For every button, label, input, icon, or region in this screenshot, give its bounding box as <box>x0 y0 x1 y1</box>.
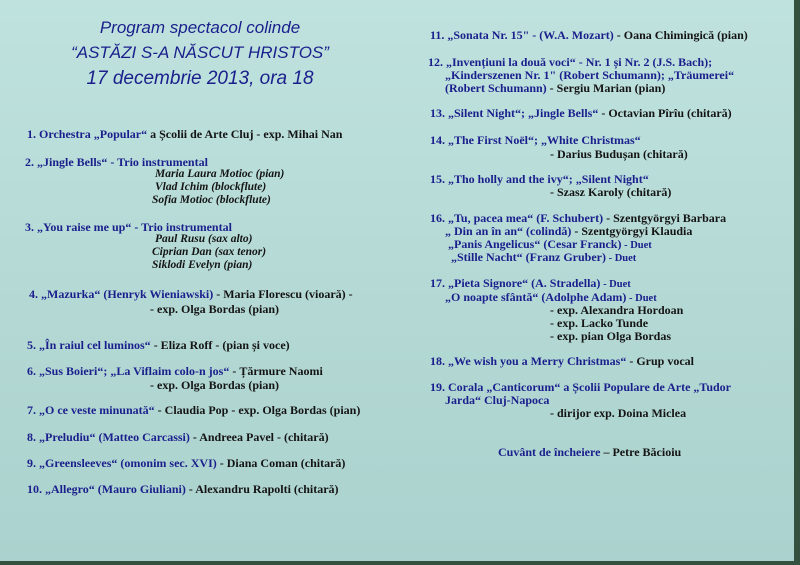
performer: - exp. pian Olga Bordas <box>550 329 672 343</box>
item-number: 4. <box>29 287 38 301</box>
item-number: 10. <box>27 482 42 496</box>
program-item-2: 2. „Jingle Bells“ - Trio instrumental <box>25 155 208 169</box>
performer: - Szasz Karoly (chitară) <box>550 185 672 199</box>
item-number: 18. <box>430 354 445 368</box>
performer: - Darius Budușan (chitară) <box>550 147 688 161</box>
item-16-line-3: „Panis Angelicus“ (Cesar Franck) - Duet <box>448 237 652 251</box>
program-item-15: 15. „Tho holly and the ivy“; „Silent Night“ <box>430 172 649 186</box>
item-number: 5. <box>27 338 36 352</box>
program-item-14: 14. „The First Noël“; „White Christmas“ <box>430 133 641 147</box>
item-number: 17. <box>430 276 445 290</box>
program-item-8: 8. „Preludiu“ (Matteo Carcassi) - Andreea Pavel - (chitară) <box>27 430 329 444</box>
item-number: 8. <box>27 430 36 444</box>
program-item-6: 6. „Sus Boieri“; „La Viflaim colo-n jos“ - Țărmure Naomi <box>27 364 323 378</box>
program-item-3: 3. „You raise me up“ - Trio instrumental <box>25 220 232 234</box>
item-number: 19. <box>430 380 445 394</box>
program-item-19: 19. Corala „Canticorum“ a Școlii Populare de Arte „Tudor <box>430 380 731 394</box>
item-number: 1. <box>27 127 36 141</box>
item-number: 6. <box>27 364 36 378</box>
show-date: 17 decembrie 2013, ora 18 <box>86 68 314 89</box>
item-number: 13. <box>430 106 445 120</box>
closing-remarks: Cuvânt de încheiere – Petre Băcioiu <box>498 445 682 459</box>
program-item-7: 7. „O ce veste minunată“ - Claudia Pop - exp. Olga Bordas (pian) <box>27 403 361 417</box>
program-item-1: 1. Orchestra „Popular“ a Școlii de Arte Cluj - exp. Mihai Nan <box>27 127 343 141</box>
item-19-line-2: Jarda“ Cluj-Napoca <box>445 393 550 407</box>
performer: Maria Laura Motioc (pian) <box>155 168 285 180</box>
performer: - exp. Olga Bordas (pian) <box>150 378 280 392</box>
item-number: 15. <box>430 172 445 186</box>
item-number: 12. <box>428 55 443 69</box>
performer: - exp. Alexandra Hordoan <box>550 303 684 317</box>
frame-right-border <box>794 0 800 565</box>
frame-bottom-border <box>0 561 800 565</box>
performer: - exp. Lacko Tunde <box>550 316 649 330</box>
item-number: 14. <box>430 133 445 147</box>
item-number: 9. <box>27 456 36 470</box>
item-17-line-2: „O noapte sfântă“ (Adolphe Adam) - Duet <box>445 290 657 304</box>
program-item-10: 10. „Allegro“ (Mauro Giuliani) - Alexandru Rapolti (chitară) <box>27 482 339 496</box>
performer: Vlad Ichim (blockflute) <box>155 181 267 193</box>
item-16-line-2: „ Din an în an“ (colindă) - Szentgyörgyi Klaudia <box>445 224 693 238</box>
program-item-11: 11. „Sonata Nr. 15" - (W.A. Mozart) - Oana Chimingică (pian) <box>430 28 748 42</box>
program-item-13: 13. „Silent Night“; „Jingle Bells“ - Octavian Pîrîu (chitară) <box>430 106 732 120</box>
item-16-line-4: „Stille Nacht“ (Franz Gruber) - Duet <box>451 250 637 264</box>
performer: - exp. Olga Bordas (pian) <box>150 302 280 316</box>
show-title: “ASTĂZI S-A NĂSCUT HRISTOS” <box>71 43 329 62</box>
item-12-line-2: „Kinderszenen Nr. 1" (Robert Schumann); „Träumerei“ <box>445 68 735 82</box>
program-item-18: 18. „We wish you a Merry Christmas“ - Grup vocal <box>430 354 694 368</box>
program-item-16: 16. „Tu, pacea mea“ (F. Schubert) - Szentgyörgyi Barbara <box>430 211 727 225</box>
program-item-9: 9. „Greensleeves“ (omonim sec. XVI) - Diana Coman (chitară) <box>27 456 346 470</box>
item-number: 16. <box>430 211 445 225</box>
performer: Sofia Motioc (blockflute) <box>152 194 271 206</box>
program-item-5: 5. „În raiul cel luminos“ - Eliza Roff - (pian și voce) <box>27 338 290 352</box>
item-number: 7. <box>27 403 36 417</box>
program-title: Program spectacol colinde <box>99 18 301 37</box>
performer: Paul Rusu (sax alto) <box>155 233 253 245</box>
program-item-12: 12. „Invențiuni la două voci“ - Nr. 1 și Nr. 2 (J.S. Bach); <box>428 55 713 69</box>
item-number: 11. <box>430 28 445 42</box>
item-number: 2. <box>25 155 34 169</box>
item-12-line-3: (Robert Schumann) - Sergiu Marian (pian) <box>445 81 666 95</box>
program-item-17: 17. „Pieta Signore“ (A. Stradella) - Duet <box>430 276 631 290</box>
performer: Siklodi Evelyn (pian) <box>152 259 253 271</box>
program-item-4: 4. „Mazurka“ (Henryk Wieniawski) - Maria Florescu (vioară) - <box>29 287 353 301</box>
conductor: - dirijor exp. Doina Miclea <box>550 406 687 420</box>
item-number: 3. <box>25 220 34 234</box>
performer: Ciprian Dan (sax tenor) <box>152 246 267 258</box>
